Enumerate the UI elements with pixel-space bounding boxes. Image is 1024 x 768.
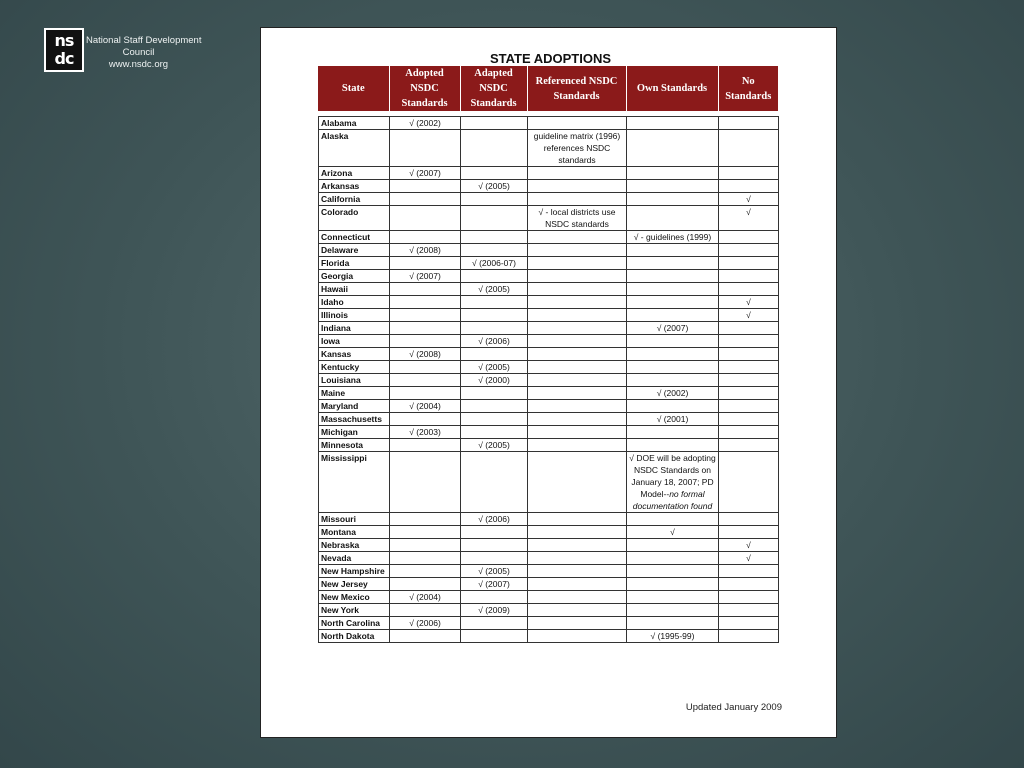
cell-state: North Carolina <box>319 617 390 630</box>
cell-state: Mississippi <box>319 452 390 513</box>
cell-adopted: √ (2004) <box>390 400 461 413</box>
cell-none: √ <box>719 193 779 206</box>
table-row <box>319 348 779 361</box>
cell-adapted <box>461 426 528 439</box>
cell-adapted: √ (2006) <box>461 513 528 526</box>
cell-own <box>627 244 719 257</box>
org-name-line2: Council <box>122 47 155 58</box>
cell-own <box>627 206 719 231</box>
cell-none <box>719 452 779 513</box>
cell-adopted <box>390 439 461 452</box>
cell-state: New Hampshire <box>319 565 390 578</box>
table-row <box>319 296 779 309</box>
cell-own: √ DOE will be adopting NSDC Standards on January 18, 2007; PD Model--no formal documentation found <box>627 452 719 513</box>
cell-none: √ <box>719 539 779 552</box>
cell-own: √ (2007) <box>627 322 719 335</box>
cell-referenced <box>528 552 627 565</box>
cell-adapted <box>461 130 528 167</box>
cell-own <box>627 270 719 283</box>
cell-adapted: √ (2006) <box>461 335 528 348</box>
cell-state: North Dakota <box>319 630 390 643</box>
cell-state: New Mexico <box>319 591 390 604</box>
nsdc-logo <box>44 28 84 72</box>
cell-adapted <box>461 400 528 413</box>
cell-adopted <box>390 283 461 296</box>
cell-adopted <box>390 257 461 270</box>
cell-adopted <box>390 578 461 591</box>
cell-adapted <box>461 167 528 180</box>
cell-none <box>719 565 779 578</box>
cell-state: Connecticut <box>319 231 390 244</box>
cell-adopted <box>390 206 461 231</box>
cell-referenced <box>528 374 627 387</box>
cell-referenced <box>528 117 627 130</box>
cell-referenced <box>528 244 627 257</box>
cell-referenced <box>528 439 627 452</box>
cell-adapted <box>461 117 528 130</box>
header-row <box>318 66 778 111</box>
cell-adapted <box>461 539 528 552</box>
cell-referenced <box>528 348 627 361</box>
cell-adopted <box>390 604 461 617</box>
table-row <box>319 167 779 180</box>
cell-state: Illinois <box>319 309 390 322</box>
table-row <box>319 270 779 283</box>
cell-adopted: √ (2004) <box>390 591 461 604</box>
cell-adapted: √ (2000) <box>461 374 528 387</box>
cell-referenced <box>528 526 627 539</box>
cell-referenced <box>528 617 627 630</box>
cell-own <box>627 283 719 296</box>
cell-state: Iowa <box>319 335 390 348</box>
cell-none <box>719 374 779 387</box>
cell-referenced <box>528 578 627 591</box>
cell-adopted <box>390 374 461 387</box>
cell-referenced <box>528 604 627 617</box>
cell-own: √ <box>627 526 719 539</box>
cell-state: California <box>319 193 390 206</box>
cell-referenced <box>528 193 627 206</box>
org-website: www.nsdc.org <box>108 59 169 70</box>
cell-none <box>719 387 779 400</box>
cell-adopted <box>390 539 461 552</box>
table-row <box>319 231 779 244</box>
cell-adapted: √ (2005) <box>461 283 528 296</box>
cell-state: Delaware <box>319 244 390 257</box>
table-row <box>319 130 779 167</box>
cell-state: Georgia <box>319 270 390 283</box>
cell-state: Maryland <box>319 400 390 413</box>
table-row <box>319 309 779 322</box>
cell-adapted: √ (2005) <box>461 180 528 193</box>
cell-referenced <box>528 335 627 348</box>
cell-adapted: √ (2005) <box>461 439 528 452</box>
cell-adapted <box>461 309 528 322</box>
table-row <box>319 513 779 526</box>
cell-own: √ (2002) <box>627 387 719 400</box>
cell-own <box>627 552 719 565</box>
cell-adapted <box>461 270 528 283</box>
cell-adopted <box>390 361 461 374</box>
cell-adapted: √ (2005) <box>461 565 528 578</box>
cell-own <box>627 117 719 130</box>
cell-state: Minnesota <box>319 439 390 452</box>
cell-state: Arkansas <box>319 180 390 193</box>
table-row <box>319 604 779 617</box>
cell-adopted <box>390 322 461 335</box>
table-header <box>318 66 778 111</box>
table-body <box>319 117 779 643</box>
cell-adapted <box>461 387 528 400</box>
cell-adapted <box>461 630 528 643</box>
cell-own <box>627 539 719 552</box>
cell-adopted <box>390 565 461 578</box>
cell-none <box>719 439 779 452</box>
table-row <box>319 539 779 552</box>
cell-adopted <box>390 387 461 400</box>
cell-referenced <box>528 565 627 578</box>
cell-none: √ <box>719 296 779 309</box>
cell-referenced <box>528 539 627 552</box>
cell-adopted: √ (2006) <box>390 617 461 630</box>
table-row <box>319 117 779 130</box>
table-row <box>319 180 779 193</box>
cell-adapted <box>461 244 528 257</box>
table-row <box>319 244 779 257</box>
cell-referenced <box>528 257 627 270</box>
cell-adopted <box>390 335 461 348</box>
document-title: STATE ADOPTIONS <box>489 51 612 66</box>
cell-adopted <box>390 513 461 526</box>
table-row <box>319 283 779 296</box>
cell-none <box>719 426 779 439</box>
cell-adopted: √ (2002) <box>390 117 461 130</box>
cell-none <box>719 257 779 270</box>
table-row <box>319 193 779 206</box>
cell-referenced <box>528 400 627 413</box>
cell-adopted: √ (2008) <box>390 348 461 361</box>
updated-note: Updated January 2009 <box>685 702 782 713</box>
header-adapted: Adapted NSDC Standards <box>460 66 527 111</box>
cell-own <box>627 296 719 309</box>
cell-own <box>627 400 719 413</box>
cell-state: Maine <box>319 387 390 400</box>
cell-none <box>719 117 779 130</box>
cell-adopted <box>390 193 461 206</box>
table-row <box>319 426 779 439</box>
cell-adopted <box>390 231 461 244</box>
table-row <box>319 439 779 452</box>
cell-none <box>719 526 779 539</box>
cell-adopted <box>390 130 461 167</box>
cell-own <box>627 130 719 167</box>
cell-adapted <box>461 452 528 513</box>
table-row <box>319 565 779 578</box>
header-state: State <box>318 66 389 111</box>
cell-adapted: √ (2006-07) <box>461 257 528 270</box>
table-row <box>319 578 779 591</box>
cell-referenced <box>528 270 627 283</box>
cell-own <box>627 604 719 617</box>
cell-state: Arizona <box>319 167 390 180</box>
org-name-line1: National Staff Development <box>86 35 202 46</box>
cell-none <box>719 130 779 167</box>
cell-own <box>627 426 719 439</box>
table-row <box>319 387 779 400</box>
cell-state: Nebraska <box>319 539 390 552</box>
cell-adopted: √ (2007) <box>390 270 461 283</box>
cell-referenced <box>528 167 627 180</box>
cell-none <box>719 283 779 296</box>
cell-own <box>627 193 719 206</box>
cell-none <box>719 578 779 591</box>
cell-adopted <box>390 296 461 309</box>
cell-referenced <box>528 387 627 400</box>
cell-adopted <box>390 552 461 565</box>
cell-own <box>627 257 719 270</box>
cell-referenced <box>528 309 627 322</box>
cell-adapted <box>461 322 528 335</box>
cell-none <box>719 270 779 283</box>
cell-own <box>627 335 719 348</box>
cell-none <box>719 167 779 180</box>
cell-none <box>719 322 779 335</box>
cell-own <box>627 591 719 604</box>
cell-own <box>627 309 719 322</box>
cell-state: Michigan <box>319 426 390 439</box>
table-row <box>319 400 779 413</box>
table-row <box>319 257 779 270</box>
cell-adapted <box>461 206 528 231</box>
table-row <box>319 374 779 387</box>
cell-adapted <box>461 617 528 630</box>
cell-none: √ <box>719 309 779 322</box>
cell-adopted <box>390 452 461 513</box>
cell-adopted: √ (2008) <box>390 244 461 257</box>
cell-state: Missouri <box>319 513 390 526</box>
cell-none <box>719 361 779 374</box>
cell-referenced: √ - local districts use NSDC standards <box>528 206 627 231</box>
cell-none: √ <box>719 206 779 231</box>
cell-none <box>719 617 779 630</box>
header-referenced: Referenced NSDC Standards <box>527 66 626 111</box>
table-row <box>319 591 779 604</box>
cell-own: √ (1995-99) <box>627 630 719 643</box>
mississippi-note-italic: no formal documentation found <box>632 489 713 511</box>
cell-referenced <box>528 630 627 643</box>
cell-referenced: guideline matrix (1996) references NSDC standards <box>528 130 627 167</box>
cell-adopted <box>390 309 461 322</box>
cell-adapted <box>461 296 528 309</box>
cell-referenced <box>528 591 627 604</box>
cell-referenced <box>528 283 627 296</box>
cell-own: √ - guidelines (1999) <box>627 231 719 244</box>
cell-adopted <box>390 413 461 426</box>
cell-adapted <box>461 413 528 426</box>
cell-adapted <box>461 348 528 361</box>
cell-referenced <box>528 513 627 526</box>
cell-own <box>627 361 719 374</box>
cell-own <box>627 167 719 180</box>
cell-own <box>627 578 719 591</box>
table-row <box>319 413 779 426</box>
cell-own <box>627 439 719 452</box>
cell-state: Kentucky <box>319 361 390 374</box>
cell-adapted <box>461 231 528 244</box>
cell-none <box>719 400 779 413</box>
logo-text-bottom: dc <box>54 49 74 68</box>
cell-referenced <box>528 413 627 426</box>
table-row <box>319 617 779 630</box>
cell-adopted <box>390 526 461 539</box>
cell-referenced <box>528 322 627 335</box>
cell-own <box>627 374 719 387</box>
cell-state: Hawaii <box>319 283 390 296</box>
cell-referenced <box>528 361 627 374</box>
header-none: No Standards <box>718 66 778 111</box>
table-row <box>319 526 779 539</box>
table-row <box>319 361 779 374</box>
cell-referenced <box>528 452 627 513</box>
cell-own <box>627 180 719 193</box>
cell-own <box>627 565 719 578</box>
cell-adopted: √ (2003) <box>390 426 461 439</box>
cell-adapted <box>461 591 528 604</box>
header-own: Own Standards <box>626 66 718 111</box>
cell-state: Kansas <box>319 348 390 361</box>
cell-none <box>719 180 779 193</box>
table-row <box>319 335 779 348</box>
cell-state: New York <box>319 604 390 617</box>
cell-none: √ <box>719 552 779 565</box>
organization-info <box>86 35 202 71</box>
cell-adapted <box>461 193 528 206</box>
cell-referenced <box>528 296 627 309</box>
table-row <box>319 206 779 231</box>
cell-adapted: √ (2009) <box>461 604 528 617</box>
cell-state: New Jersey <box>319 578 390 591</box>
cell-adopted <box>390 630 461 643</box>
cell-none <box>719 413 779 426</box>
cell-own: √ (2001) <box>627 413 719 426</box>
cell-none <box>719 630 779 643</box>
logo-text-top: ns <box>54 31 74 50</box>
cell-state: Alaska <box>319 130 390 167</box>
cell-own <box>627 348 719 361</box>
cell-state: Idaho <box>319 296 390 309</box>
cell-adapted <box>461 526 528 539</box>
cell-none <box>719 244 779 257</box>
cell-none <box>719 335 779 348</box>
table-row <box>319 322 779 335</box>
table-row <box>319 452 779 513</box>
cell-none <box>719 231 779 244</box>
cell-state: Massachusetts <box>319 413 390 426</box>
cell-adapted <box>461 552 528 565</box>
cell-state: Alabama <box>319 117 390 130</box>
cell-state: Indiana <box>319 322 390 335</box>
document-page <box>260 27 837 738</box>
cell-referenced <box>528 426 627 439</box>
header-adopted: Adopted NSDC Standards <box>389 66 460 111</box>
cell-none <box>719 604 779 617</box>
cell-adopted <box>390 180 461 193</box>
cell-adopted: √ (2007) <box>390 167 461 180</box>
cell-state: Colorado <box>319 206 390 231</box>
cell-state: Montana <box>319 526 390 539</box>
cell-adapted: √ (2005) <box>461 361 528 374</box>
cell-adapted: √ (2007) <box>461 578 528 591</box>
table-row <box>319 552 779 565</box>
cell-referenced <box>528 180 627 193</box>
cell-state: Florida <box>319 257 390 270</box>
table-row <box>319 630 779 643</box>
cell-none <box>719 348 779 361</box>
cell-referenced <box>528 231 627 244</box>
cell-own <box>627 617 719 630</box>
cell-state: Louisiana <box>319 374 390 387</box>
cell-state: Nevada <box>319 552 390 565</box>
cell-none <box>719 513 779 526</box>
cell-own <box>627 513 719 526</box>
state-adoptions-table <box>318 116 779 643</box>
cell-none <box>719 591 779 604</box>
